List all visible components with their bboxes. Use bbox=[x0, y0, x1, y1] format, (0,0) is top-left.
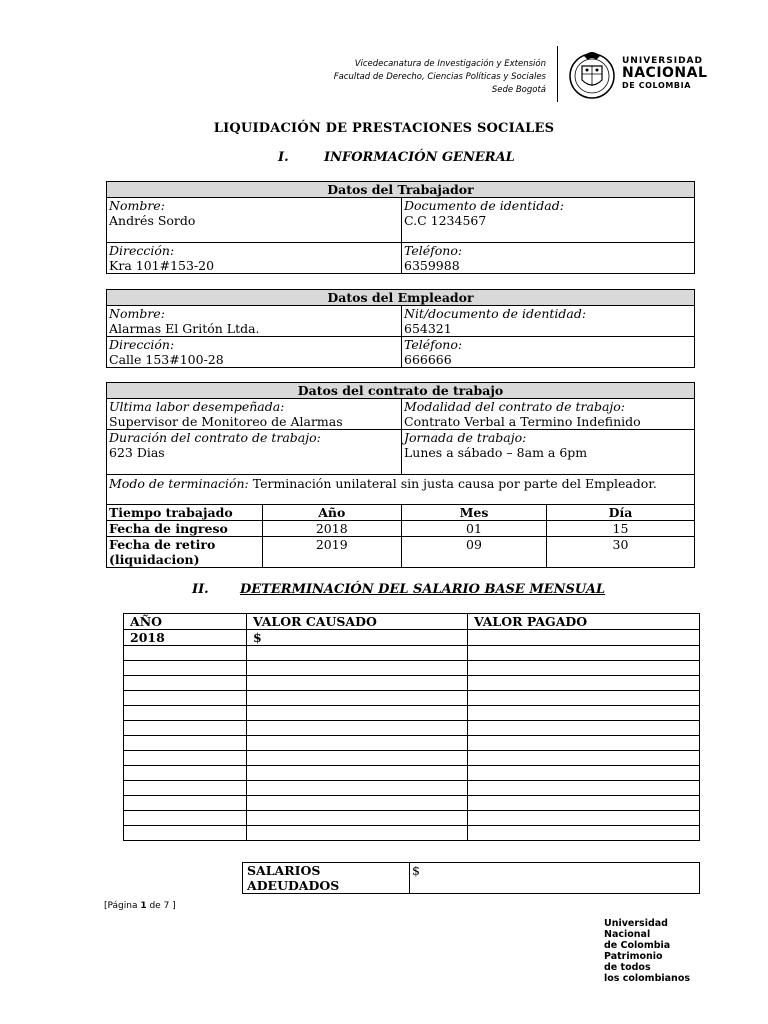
worker-name-value: Andrés Sordo bbox=[109, 213, 196, 228]
salary-row-caused: $ bbox=[247, 630, 468, 646]
worker-doc-value: C.C 1234567 bbox=[404, 213, 487, 228]
footer-logo-line-4: Patrimonio bbox=[604, 951, 663, 962]
contract-schedule-label: Jornada de trabajo: bbox=[404, 430, 527, 445]
employer-phone-label: Teléfono: bbox=[404, 337, 463, 352]
end-day: 30 bbox=[547, 537, 695, 568]
contract-schedule-value: Lunes a sábado – 8am a 6pm bbox=[404, 445, 588, 460]
salary-row-year: 2018 bbox=[124, 630, 247, 646]
salary-empty-row bbox=[124, 691, 700, 706]
salary-empty-row bbox=[124, 646, 700, 661]
contract-modality-label: Modalidad del contrato de trabajo: bbox=[404, 399, 626, 414]
salary-empty-row bbox=[124, 721, 700, 736]
faculty-line-2: Facultad de Derecho, Ciencias Políticas y Sociales bbox=[333, 72, 546, 82]
employer-nit-cell bbox=[402, 306, 695, 337]
section-1-heading bbox=[278, 150, 515, 165]
salary-empty-row bbox=[124, 706, 700, 721]
page-prefix: [Página bbox=[104, 901, 141, 911]
faculty-line-3: Sede Bogotá bbox=[491, 85, 546, 95]
contract-table-header: Datos del contrato de trabajo bbox=[107, 383, 695, 399]
contract-modality-cell bbox=[402, 399, 695, 430]
time-header-year: Año bbox=[262, 505, 401, 521]
employer-phone-value: 666666 bbox=[404, 352, 452, 367]
salary-header-year: AÑO bbox=[124, 614, 247, 630]
footer-logo-line-6: los colombianos bbox=[604, 973, 690, 984]
salary-empty-row bbox=[124, 751, 700, 766]
employer-name-cell bbox=[107, 306, 402, 337]
salary-empty-row bbox=[124, 676, 700, 691]
worker-phone-value: 6359988 bbox=[404, 258, 460, 273]
salary-empty-row bbox=[124, 826, 700, 841]
salary-row-paid bbox=[468, 630, 700, 646]
worker-table bbox=[106, 181, 695, 274]
worker-name-label: Nombre: bbox=[109, 198, 165, 213]
end-year: 2019 bbox=[262, 537, 401, 568]
header-divider bbox=[557, 46, 558, 102]
page-number bbox=[104, 901, 176, 911]
contract-termination-cell bbox=[107, 475, 695, 505]
employer-phone-cell bbox=[402, 337, 695, 368]
salary-empty-row bbox=[124, 796, 700, 811]
footer-logo-line-3: de Colombia bbox=[604, 940, 671, 951]
salary-empty-row bbox=[124, 811, 700, 826]
contract-modality-value: Contrato Verbal a Termino Indefinido bbox=[404, 414, 641, 429]
time-header-month: Mes bbox=[402, 505, 547, 521]
brand-line-1: UNIVERSIDAD bbox=[622, 56, 703, 66]
employer-address-cell bbox=[107, 337, 402, 368]
section-2-number: II. bbox=[192, 582, 209, 597]
salary-header-paid: VALOR PAGADO bbox=[468, 614, 700, 630]
start-month: 01 bbox=[402, 521, 547, 537]
start-date-label: Fecha de ingreso bbox=[107, 521, 263, 537]
contract-schedule-cell bbox=[402, 430, 695, 475]
time-header-worked: Tiempo trabajado bbox=[107, 505, 263, 521]
worker-name-cell bbox=[107, 198, 402, 243]
end-month: 09 bbox=[402, 537, 547, 568]
footer-logo-line-2: Nacional bbox=[604, 929, 651, 940]
footer-logo-line-1: Universidad bbox=[604, 918, 668, 929]
footer-logo-line-5: de todos bbox=[604, 962, 651, 973]
salary-header-caused: VALOR CAUSADO bbox=[247, 614, 468, 630]
worker-address-value: Kra 101#153-20 bbox=[109, 258, 215, 273]
faculty-line-1: Vicedecanatura de Investigación y Extensión bbox=[354, 59, 546, 69]
salary-table bbox=[123, 613, 700, 841]
worker-doc-label: Documento de identidad: bbox=[404, 198, 564, 213]
employer-address-value: Calle 153#100-28 bbox=[109, 352, 224, 367]
contract-labor-value: Supervisor de Monitoreo de Alarmas bbox=[109, 414, 343, 429]
contract-labor-cell bbox=[107, 399, 402, 430]
salary-total-label: SALARIOS ADEUDADOS bbox=[243, 863, 410, 894]
worker-doc-cell bbox=[402, 198, 695, 243]
worker-address-label: Dirección: bbox=[109, 243, 175, 258]
worker-phone-cell bbox=[402, 243, 695, 274]
footer-logo bbox=[604, 918, 690, 984]
contract-termination-label: Modo de terminación: bbox=[109, 476, 249, 491]
section-2-heading bbox=[192, 582, 605, 597]
end-date-label: Fecha de retiro (liquidacion) bbox=[107, 537, 263, 568]
salary-total-table bbox=[242, 862, 700, 894]
section-2-title: DETERMINACIÓN DEL SALARIO BASE MENSUAL bbox=[240, 582, 606, 597]
section-1-title: INFORMACIÓN GENERAL bbox=[324, 150, 515, 165]
salary-total-value: $ bbox=[410, 863, 700, 894]
salary-empty-row bbox=[124, 766, 700, 781]
contract-duration-value: 623 Dias bbox=[109, 445, 165, 460]
document-title: LIQUIDACIÓN DE PRESTACIONES SOCIALES bbox=[213, 121, 555, 136]
brand-line-3: DE COLOMBIA bbox=[622, 81, 692, 90]
employer-address-label: Dirección: bbox=[109, 337, 175, 352]
contract-labor-label: Ultima labor desempeñada: bbox=[109, 399, 285, 414]
worker-address-cell bbox=[107, 243, 402, 274]
salary-empty-row bbox=[124, 661, 700, 676]
employer-table bbox=[106, 289, 695, 368]
employer-nit-label: Nit/documento de identidad: bbox=[404, 306, 587, 321]
contract-duration-cell bbox=[107, 430, 402, 475]
brand-line-2: NACIONAL bbox=[622, 65, 708, 81]
start-year: 2018 bbox=[262, 521, 401, 537]
salary-empty-row bbox=[124, 781, 700, 796]
worker-phone-label: Teléfono: bbox=[404, 243, 463, 258]
contract-duration-label: Duración del contrato de trabajo: bbox=[109, 430, 321, 445]
contract-termination-value: Terminación unilateral sin justa causa por parte del Empleador. bbox=[252, 476, 657, 491]
start-day: 15 bbox=[547, 521, 695, 537]
salary-empty-row bbox=[124, 736, 700, 751]
university-seal-icon bbox=[566, 46, 618, 102]
faculty-header bbox=[334, 58, 546, 97]
section-1-number: I. bbox=[278, 150, 289, 165]
time-header-day: Día bbox=[547, 505, 695, 521]
page-current: 1 bbox=[140, 901, 147, 911]
university-brand bbox=[622, 56, 707, 90]
page-suffix: de 7 ] bbox=[146, 901, 176, 911]
contract-table bbox=[106, 382, 695, 568]
employer-table-header: Datos del Empleador bbox=[107, 290, 695, 306]
employer-name-value: Alarmas El Gritón Ltda. bbox=[109, 321, 260, 336]
employer-nit-value: 654321 bbox=[404, 321, 452, 336]
employer-name-label: Nombre: bbox=[109, 306, 165, 321]
worker-table-header: Datos del Trabajador bbox=[107, 182, 695, 198]
